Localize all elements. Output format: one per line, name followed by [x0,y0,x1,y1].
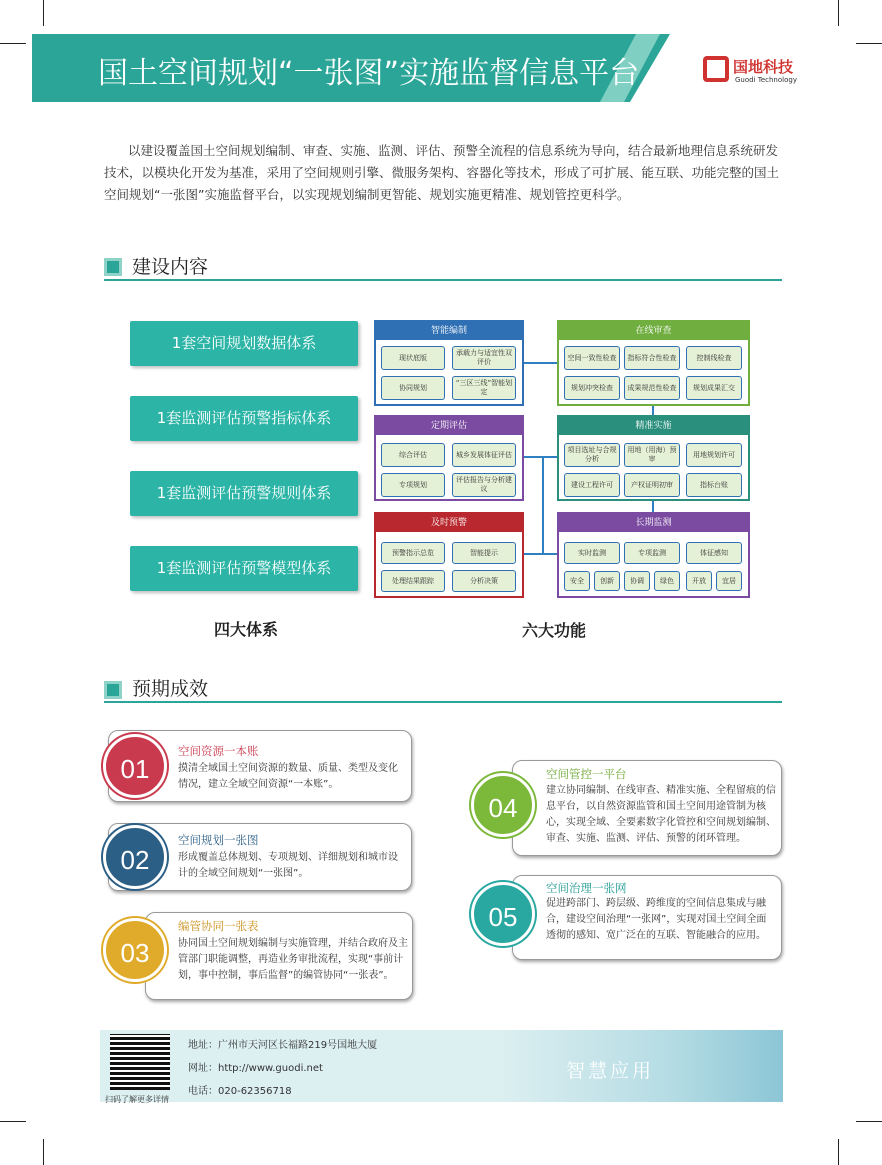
function-title: 及时预警 [376,514,522,532]
outcome-body: 建立协同编制、在线审查、精准实施、全程留痕的信息平台，以自然资源监管和国土空间用途管制为核心，实现全域、全要素数字化管控和空间规划编制、审查、实施、监测、评估、预警的闭环管理。 [546,785,776,844]
crop-mark [838,1139,839,1165]
function-item: 空间一致性检查 [564,346,620,370]
function-item: 指标符合性检查 [624,346,680,370]
outcome-title: 空间规划一张图 [178,833,259,847]
function-item: 指标台账 [686,473,742,497]
function-item: 用地（用海）预审 [624,443,680,467]
crop-mark [0,1121,26,1122]
function-item: 项目选址与合规分析 [564,443,620,467]
function-title: 长期监测 [559,514,748,532]
function-title: 精准实施 [559,417,748,435]
system-item: 1套监测评估预警模型体系 [130,546,358,591]
function-review [557,320,750,406]
function-item: 协调 [624,571,650,591]
function-item: 专项规划 [381,473,445,497]
function-item: 开放 [686,571,712,591]
flow-arrow [542,456,544,554]
function-planning [374,320,524,406]
systems-caption: 四大体系 [214,620,279,639]
function-item: 规划成果汇交 [686,376,742,400]
crop-mark [856,1121,882,1122]
section-divider [104,701,782,703]
outcome-body: 形成覆盖总体规划、专项规划、详细规划和城市设计的全域空间规划“一张图”。 [178,852,398,879]
page-title: 国土空间规划“一张图”实施监督信息平台 [98,56,640,91]
section-icon [104,258,122,276]
function-item: 现状底版 [381,346,445,370]
system-item: 1套监测评估预警规则体系 [130,471,358,516]
function-title: 在线审查 [559,322,748,340]
function-item: 规划冲突检查 [564,376,620,400]
flow-arrow [524,362,557,364]
function-item: 安全 [564,571,590,591]
logo-name: 国地科技 [733,58,794,76]
function-item: 产权证明初审 [624,473,680,497]
function-item: 城乡发展体征评估 [452,443,516,467]
crop-mark [856,43,882,44]
outcome-number: 01 [103,734,167,798]
footer-phone: 电话：020-62356718 [188,1086,292,1097]
flow-arrow [652,501,654,512]
outcome-title: 空间管控一平台 [546,767,627,781]
function-item: 评估报告与分析建议 [452,473,516,497]
functions-caption: 六大功能 [522,621,587,640]
function-item: 宜居 [716,571,742,591]
function-item: 预警指示总览 [381,542,445,564]
system-item: 1套监测评估预警指标体系 [130,396,358,441]
outcome-title: 空间资源一本账 [178,744,259,758]
footer-website: 网址：http://www.guodi.net [188,1063,323,1074]
outcome-body: 协同国土空间规划编制与实施管理，并结合政府及主管部门职能调整，再造业务审批流程，实现“事前计划，事中控制，事后监督”的编管协同“一张表”。 [178,938,408,981]
outcome-number: 04 [471,773,535,837]
flow-arrow [524,553,557,555]
function-item: 分析决策 [452,570,516,592]
function-item: 创新 [594,571,620,591]
crop-mark [838,0,839,26]
logo-subtitle: Guodi Technology [735,76,797,84]
function-item: “三区三线”智能划定 [452,376,516,400]
function-monitoring [557,512,750,598]
intro-paragraph: 以建设覆盖国土空间规划编制、审查、实施、监测、评估、预警全流程的信息系统为导向，结合最新地理信息系统研发技术，以模块化开发为基准，采用了空间规则引擎、微服务架构、容器化等技术，形成了可扩展、能互联、功能完整的国土空间规划“一张图”实施监督平台，以实现规划编制更智能、规划实施更精准、规划管控更科学。 [104,143,780,202]
function-item: 用地规划许可 [686,443,742,467]
qr-caption: 扫码了解更多详情 [105,1095,169,1104]
function-item: 控制线检查 [686,346,742,370]
outcome-title: 空间治理一张网 [546,881,627,895]
function-item: 专项监测 [624,542,680,564]
function-item: 绿色 [654,571,680,591]
outcome-number: 05 [471,882,535,946]
function-item: 体征感知 [686,542,742,564]
outcome-number: 02 [103,825,167,889]
function-implementation [557,415,750,501]
footer-address: 地址：广州市天河区长福路219号国地大厦 [188,1040,378,1051]
section-title-construction: 建设内容 [132,256,209,278]
system-item: 1套空间规划数据体系 [130,321,358,366]
function-item: 建设工程许可 [564,473,620,497]
outcome-body: 摸清全域国土空间资源的数量、质量、类型及变化情况，建立全域空间资源“一本账”。 [178,763,398,790]
function-item: 处理结果跟踪 [381,570,445,592]
function-warning [374,512,524,598]
function-title: 定期评估 [376,417,522,435]
function-item: 协同规划 [381,376,445,400]
function-item: 承载力与适宜性双评价 [452,346,516,370]
crop-mark [43,0,44,26]
function-item: 成果规范性检查 [624,376,680,400]
logo-icon [703,56,729,82]
outcome-body: 促进跨部门、跨层级、跨维度的空间信息集成与融合，建设空间治理“一张网”，实现对国土空间全面透彻的感知、宽广泛在的互联、智能融合的应用。 [546,898,767,941]
section-divider [104,279,782,281]
section-icon [104,681,122,699]
function-item: 实时监测 [564,542,620,564]
outcome-number: 03 [103,918,167,982]
crop-mark [43,1139,44,1165]
function-title: 智能编制 [376,322,522,340]
function-evaluation [374,415,524,501]
flow-arrow [652,406,654,415]
section-title-outcomes: 预期成效 [132,678,209,700]
function-item: 综合评估 [381,443,445,467]
footer-slogan: 智慧应用 [566,1060,655,1082]
qr-code [110,1034,170,1090]
crop-mark [0,43,26,44]
outcome-title: 编管协同一张表 [178,919,259,933]
flow-arrow [524,456,557,458]
function-item: 智能提示 [452,542,516,564]
